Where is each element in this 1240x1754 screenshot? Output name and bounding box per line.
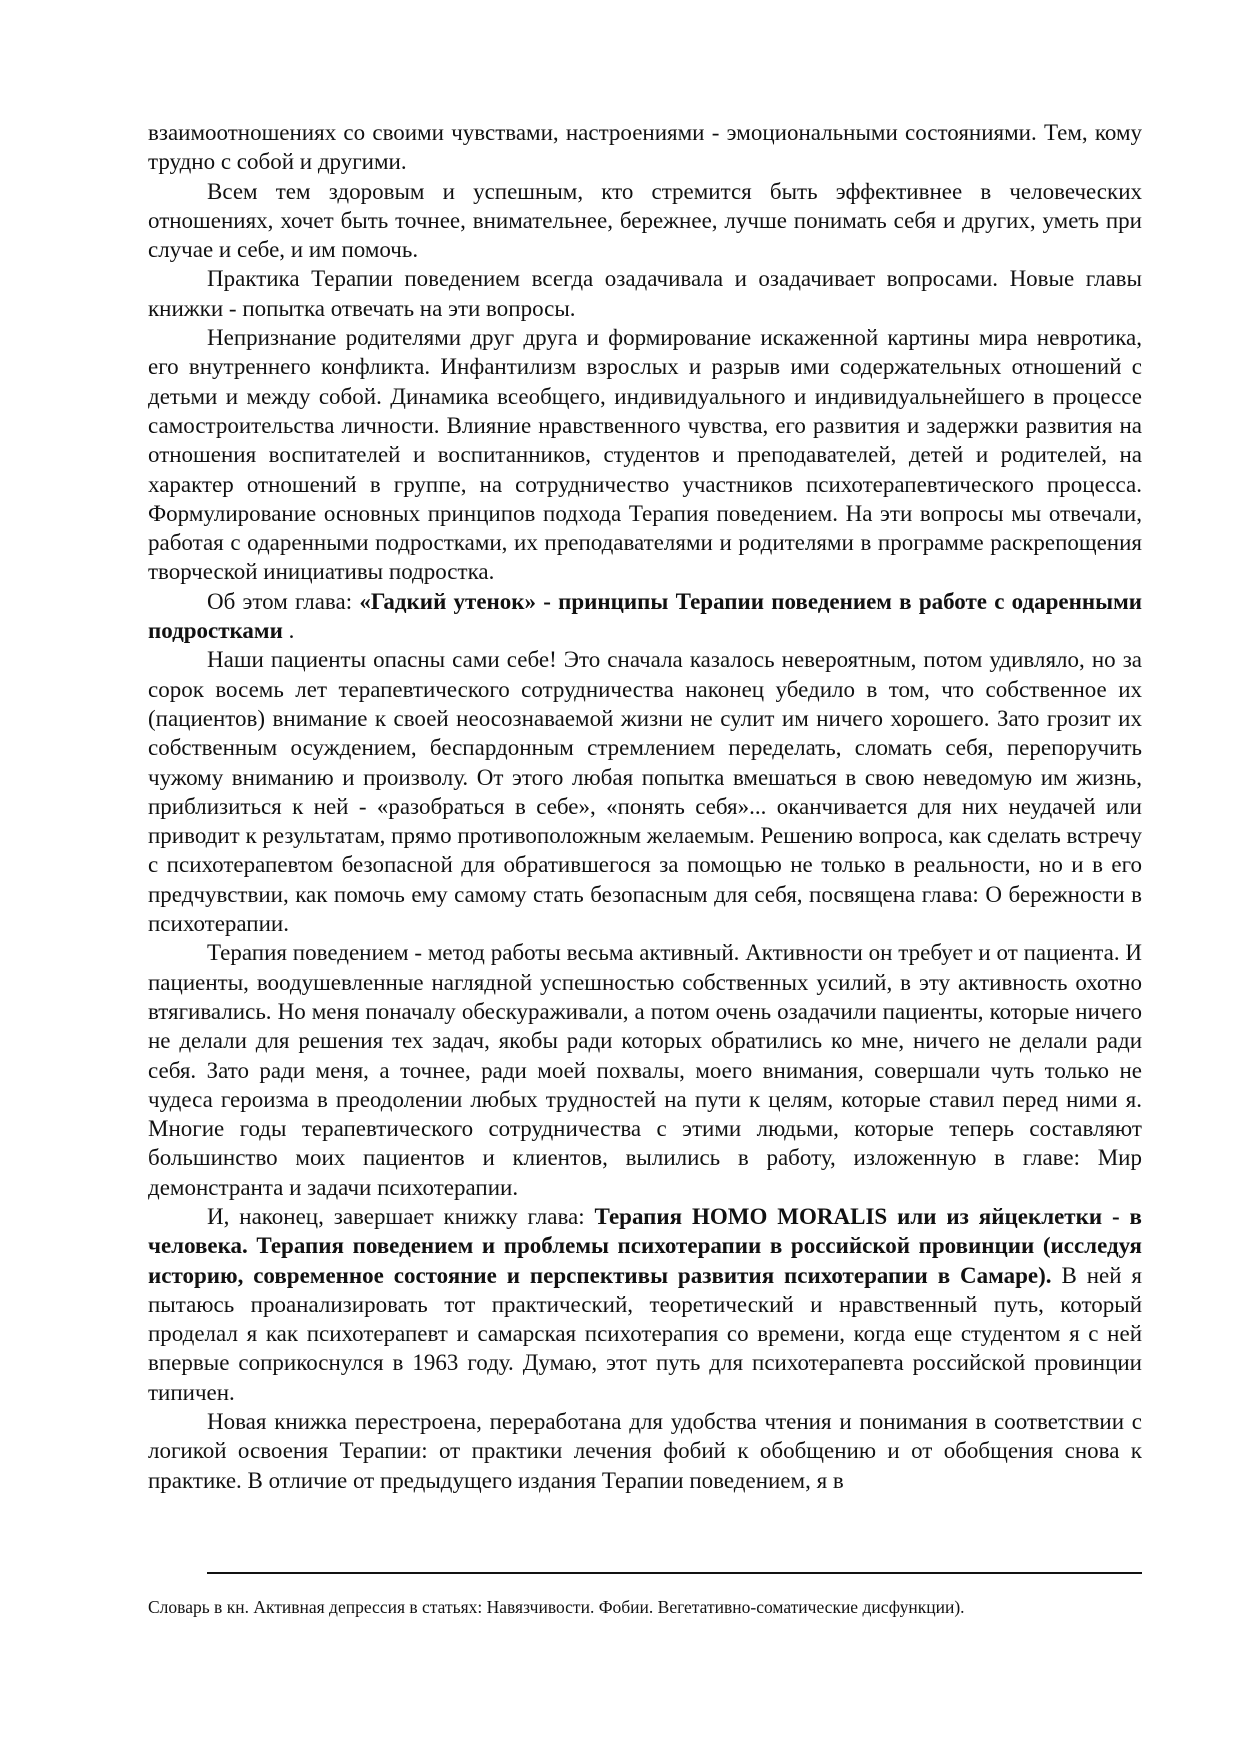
paragraph-issues-list: Непризнание родителями друг друга и формирование искаженной картины мира невротика, его внутреннего конфликта. Инфантилизм взрослых и разрыв ими содержательных отношений с детьми и между собой. Динамика всеобщего, индивидуального и индивидуальнейшего в процессе самостроительства личности. Влияние нравственного чувства, его развития и задержки развития на отношения воспитателей и воспитанников, студентов и преподавателей, детей и родителей, на характер отношений в группе, на сотрудничество участников психотерапевтического процесса. Формулирование основных принципов подхода Терапия поведением. На эти вопросы мы отвечали, работая с одаренными подростками, их преподавателями и родителями в программе раскрепощения творческой инициативы подростка.	[148, 325, 1142, 585]
paragraph-tail-text: В ней я пытаюсь проанализировать тот практический, теоретический и нравственный путь, который проделал я как психотерапевт и самарская психотерапия со времени, когда еще студентом я с ней впервые соприкоснулся в 1963 году. Думаю, этот путь для психотерапевта российской провинции типичен.	[148, 1262, 1142, 1405]
paragraph-continuation: взаимоотношениях со своими чувствами, настроениями - эмоциональными состояниями. Тем, кому трудно с собой и другими.	[148, 120, 1142, 175]
paragraph-homo-moralis-chapter	[148, 1202, 1142, 1407]
chapter-title-homo-moralis: Терапия HOMO MORALIS или из яйцеклетки - в человека. Терапия поведением и проблемы психотерапии в российской провинции (исследуя историю, современное состояние и перспективы развития психотерапии в Самаре).	[148, 1203, 1142, 1288]
footnote: Словарь в кн. Активная депрессия в статьях: Навязчивости. Фобии. Вегетативно-соматические дисфункции).	[148, 1597, 965, 1617]
paragraph-ugly-duckling-chapter	[148, 587, 1142, 646]
paragraph-demonstrant-world: Терапия поведением - метод работы весьма активный. Активности он требует и от пациента. И пациенты, воодушевленные наглядной успешностью собственных усилий, в эту активность охотно втягивались. Но меня поначалу обескураживали, а потом очень озадачили пациенты, которые ничего не делали для решения тех задач, якобы ради которых обратились ко мне, ничего не делали ради себя. Зато ради меня, а точнее, ради моей похвалы, моего внимания, совершали чуть только не чудеса героизма в преодолении любых трудностей на пути к целям, которые ставил перед ними я. Многие годы терапевтического сотрудничества с этими людьми, которые теперь составляют большинство моих пациентов и клиентов, вылились в работу, изложенную в главе: Мир демонстранта и задачи психотерапии.	[148, 940, 1142, 1200]
paragraph-patients-dangerous: Наши пациенты опасны сами себе! Это сначала казалось невероятным, потом удивляло, но за сорок восемь лет терапевтического сотрудничества наконец убедило в том, что собственное их (пациентов) внимание к своей неосознаваемой жизни не сулит им ничего хорошего. Зато грозит их собственным осуждением, беспардонным стремлением переделать, сломать себя, перепоручить чужому вниманию и произволу. От этого любая попытка вмешаться в свою неведомую им жизнь, приблизиться к ней - «разобраться в себе», «понять себя»... оканчивается для них неудачей или приводит к результатам, прямо противоположным желаемым. Решению вопроса, как сделать встречу с психотерапевтом безопасной для обратившегося за помощью не только в реальности, но и в его предчувствии, как помочь ему самому стать безопасным для себя, посвящена глава: О бережности в психотерапии.	[148, 647, 1142, 937]
paragraph-lead-text: Об этом глава:	[207, 588, 360, 614]
document-body	[148, 118, 1142, 1495]
footnote-separator	[207, 1572, 1142, 1574]
paragraph-lead-text: И, наконец, завершает книжку глава:	[207, 1203, 595, 1229]
paragraph-tail-text: .	[282, 618, 295, 644]
paragraph-new-book: Новая книжка перестроена, переработана для удобства чтения и понимания в соответствии с логикой освоения Терапии: от практики лечения фобий к обобщению и от обобщения снова к практике. В отличие от предыдущего издания Терапии поведением, я в	[148, 1409, 1142, 1493]
chapter-title-ugly-duckling: «Гадкий утенок» - принципы Терапии поведением в работе с одаренными подростками	[148, 588, 1142, 644]
paragraph-healthy-and-successful: Всем тем здоровым и успешным, кто стремится быть эффективнее в человеческих отношениях, хочет быть точнее, внимательнее, бережнее, лучше понимать себя и других, уметь при случае и себе, и им помочь.	[148, 178, 1142, 263]
paragraph-practice-questions: Практика Терапии поведением всегда озадачивала и озадачивает вопросами. Новые главы книжки - попытка отвечать на эти вопросы.	[148, 266, 1142, 321]
